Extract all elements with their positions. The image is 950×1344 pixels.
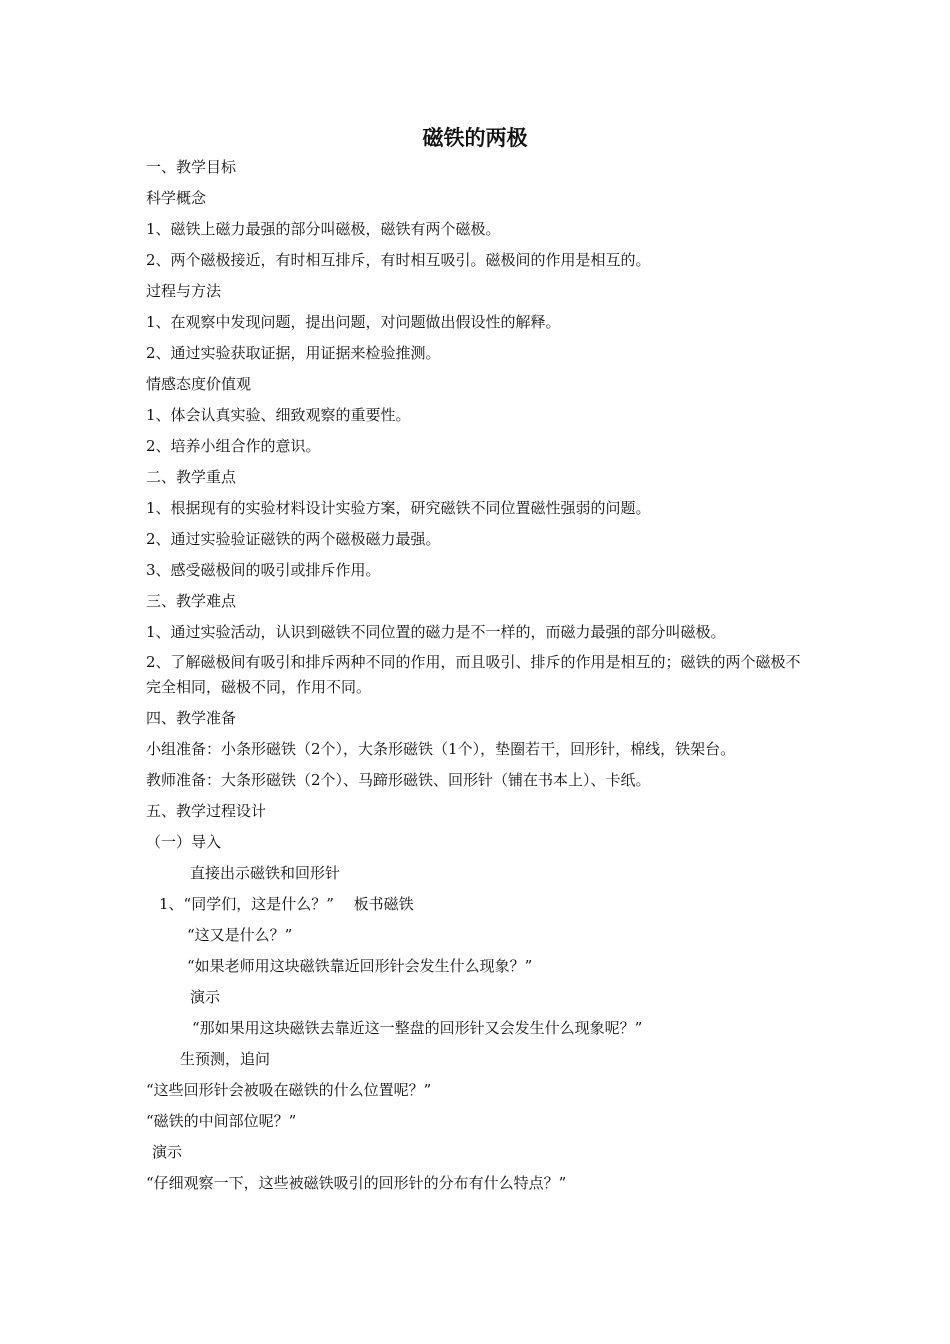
paragraph: 直接出示磁铁和回形针	[190, 864, 341, 882]
subheading: 科学概念	[146, 189, 207, 207]
dialogue-line: “那如果用这块磁铁去靠近这一整盘的回形针又会发生什么现象呢？”	[192, 1019, 643, 1037]
paragraph: 2、培养小组合作的意识。	[146, 437, 321, 455]
section-heading: 三、教学难点	[146, 592, 237, 610]
paragraph: 1、在观察中发现问题，提出问题，对问题做出假设性的解释。	[146, 313, 561, 331]
dialogue-line: “这些回形针会被吸在磁铁的什么位置呢？”	[146, 1081, 432, 1099]
subheading: 过程与方法	[146, 282, 222, 300]
dialogue-line: “这又是什么？”	[187, 926, 293, 944]
paragraph: 2、了解磁极间有吸引和排斥两种不同的作用，而且吸引、排斥的作用是相互的；磁铁的两个磁极不完全相同，磁极不同，作用不同。	[146, 653, 801, 696]
section-heading: 五、教学过程设计	[146, 802, 267, 820]
paragraph: 1、“同学们，这是什么？” 板书磁铁	[159, 895, 414, 913]
section-heading: 二、教学重点	[146, 468, 237, 486]
paragraph: 1、根据现有的实验材料设计实验方案，研究磁铁不同位置磁性强弱的问题。	[146, 499, 651, 517]
paragraph: 小组准备：小条形磁铁（2个），大条形磁铁（1个），垫圈若干，回形针，棉线，铁架台。	[146, 740, 736, 758]
section-heading: 四、教学准备	[146, 709, 237, 727]
paragraph: 演示	[190, 988, 221, 1006]
subheading: 情感态度价值观	[146, 375, 252, 393]
document-title: 磁铁的两极	[422, 126, 528, 150]
paragraph: 1、磁铁上磁力最强的部分叫磁极，磁铁有两个磁极。	[146, 220, 501, 238]
paragraph: 1、体会认真实验、细致观察的重要性。	[146, 406, 411, 424]
paragraph: 生预测，追问	[180, 1050, 271, 1068]
section-heading: 一、教学目标	[146, 158, 237, 176]
paragraph: 教师准备：大条形磁铁（2个）、马蹄形磁铁、回形针（铺在书本上）、卡纸。	[146, 771, 651, 789]
subheading: （一）导入	[146, 833, 222, 851]
paragraph: 3、感受磁极间的吸引或排斥作用。	[146, 561, 381, 579]
paragraph: 演示	[152, 1143, 183, 1161]
paragraph: 2、两个磁极接近，有时相互排斥，有时相互吸引。磁极间的作用是相互的。	[146, 251, 651, 269]
dialogue-line: “磁铁的中间部位呢？”	[146, 1112, 297, 1130]
paragraph: 2、通过实验获取证据，用证据来检验推测。	[146, 344, 441, 362]
dialogue-line: “如果老师用这块磁铁靠近回形针会发生什么现象？”	[187, 957, 533, 975]
paragraph: 1、通过实验活动，认识到磁铁不同位置的磁力是不一样的，而磁力最强的部分叫磁极。	[146, 623, 726, 641]
paragraph: 2、通过实验验证磁铁的两个磁极磁力最强。	[146, 530, 441, 548]
dialogue-line: “仔细观察一下，这些被磁铁吸引的回形针的分布有什么特点？”	[146, 1174, 567, 1192]
